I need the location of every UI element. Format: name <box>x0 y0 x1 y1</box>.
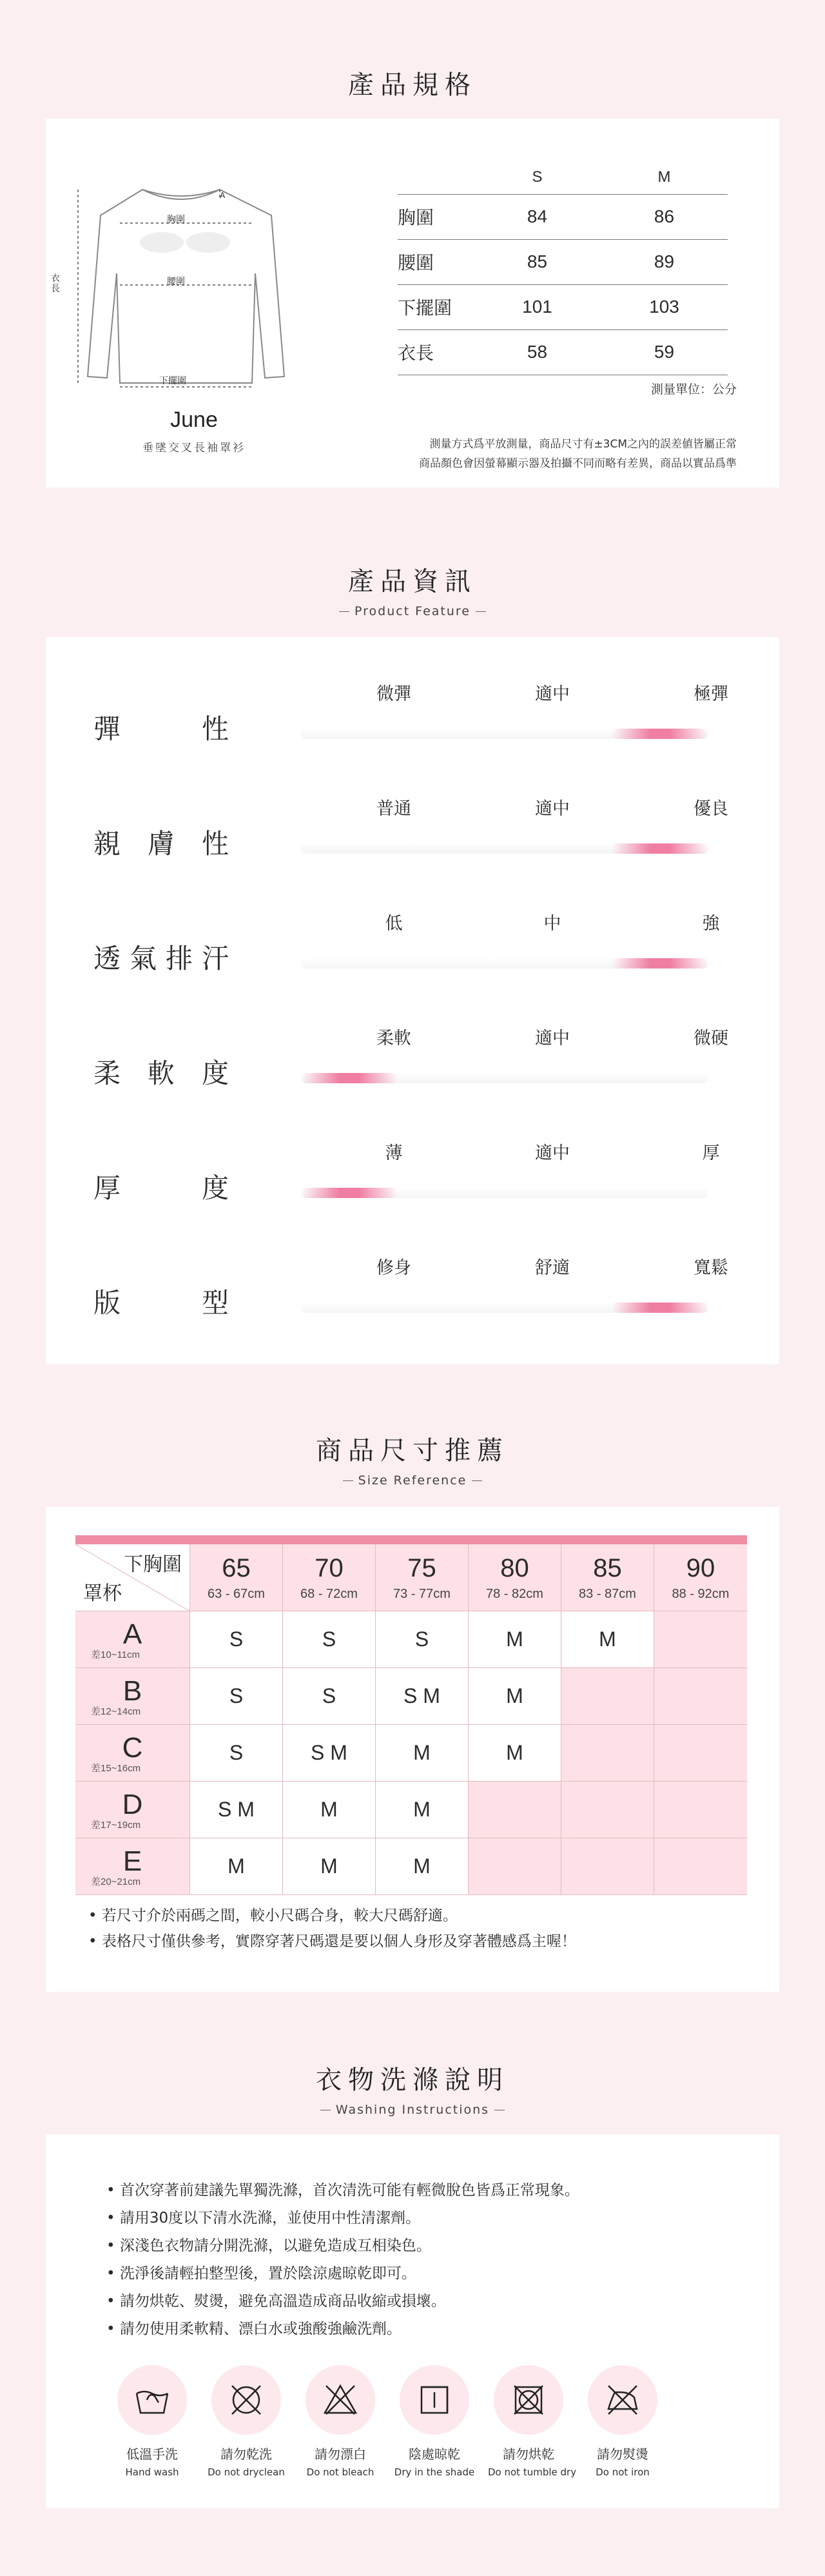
header-cup-label: 罩杯 <box>83 1583 122 1604</box>
size-cell: S M <box>190 1782 283 1838</box>
product-name: June <box>170 408 218 432</box>
hand-wash-icon <box>117 2365 187 2435</box>
feature-level-indicator <box>301 1188 398 1198</box>
spec-col-m: M <box>657 168 671 186</box>
size-band-header: 70 68 - 72cm <box>283 1544 376 1611</box>
spec-row: 胸圍 84 86 <box>398 194 728 239</box>
feature-level-bar <box>301 1188 708 1198</box>
garment-point-a: A <box>220 191 226 200</box>
feature-label: 版 型 <box>93 1287 229 1319</box>
washing-item: • 首次穿著前建議先單獨洗滌，首次清洗可能有輕微脫色皆爲正常現象。 <box>106 2177 579 2205</box>
size-cup-row <box>75 1782 747 1838</box>
feature-label: 厚 度 <box>93 1172 229 1204</box>
unit-note: 測量單位：公分 <box>650 382 737 397</box>
washing-icon-label: 低溫手洗 <box>126 2446 178 2462</box>
feature-level-indicator <box>612 729 708 739</box>
feature-option: 普通 <box>376 799 411 819</box>
size-cell <box>469 1782 561 1838</box>
size-cup-row <box>75 1838 747 1895</box>
header-underbust-label: 下胸圍 <box>124 1554 182 1575</box>
size-cell <box>654 1611 747 1668</box>
size-cell: M <box>469 1725 561 1782</box>
size-band-header: 85 83 - 87cm <box>561 1544 654 1611</box>
feature-label: 彈 性 <box>93 713 229 745</box>
washing-icon-label: 陰處晾乾 <box>409 2446 460 2462</box>
washing-icon-label: 請勿漂白 <box>315 2446 366 2462</box>
washing-item: • 深淺色衣物請分開洗滌，以避免造成互相染色。 <box>106 2232 579 2260</box>
size-band-header: 75 73 - 77cm <box>376 1544 469 1611</box>
product-subtitle: 垂墜交叉長袖罩衫 <box>142 442 246 455</box>
spec-table <box>398 161 728 375</box>
feature-level-bar <box>301 1073 708 1083</box>
garment-label-hem: 下擺圍 <box>159 376 186 386</box>
no-dryclean-icon <box>211 2365 281 2435</box>
size-cell: S <box>190 1725 283 1782</box>
washing-icon-item <box>394 2365 475 2478</box>
size-corner-cell <box>75 1544 190 1611</box>
measure-note: 測量方式爲平放測量，商品尺寸有±3CM之內的誤差値皆屬正常 商品顏色會因螢幕顯示器及拍攝不同而略有差異，商品以實品爲準 <box>419 438 737 470</box>
size-cell: M <box>376 1782 469 1838</box>
size-cell: S M <box>376 1668 469 1725</box>
washing-item: • 洗淨後請輕拍整型後，置於陰涼處晾乾即可。 <box>106 2260 579 2288</box>
feature-option: 厚 <box>702 1143 720 1163</box>
size-section-title: 商品尺寸推薦 Size Reference <box>0 1430 825 1488</box>
feature-level-bar <box>301 958 708 968</box>
washing-icon-item <box>582 2365 663 2478</box>
size-cup-label: E 差20~21cm <box>75 1838 190 1895</box>
feature-level-bar <box>301 729 708 739</box>
size-cell: M <box>283 1838 376 1895</box>
washing-icon-label-en: Do not iron <box>596 2466 650 2478</box>
feature-level-indicator <box>612 1303 708 1313</box>
size-cup-label: D 差17~19cm <box>75 1782 190 1838</box>
feature-card <box>46 637 779 1364</box>
size-cell <box>654 1725 747 1782</box>
washing-icon-label: 請勿烘乾 <box>503 2446 554 2462</box>
size-cell: M <box>376 1725 469 1782</box>
garment-label-waist: 腰圍 <box>167 277 185 287</box>
no-iron-icon <box>588 2365 657 2435</box>
size-cell <box>561 1668 654 1725</box>
no-tumble-dry-icon <box>494 2365 563 2435</box>
feature-section-title: 產品資訊 Product Feature <box>0 561 825 618</box>
size-cell <box>469 1838 561 1895</box>
washing-icon-item <box>488 2365 577 2478</box>
size-cell: S <box>283 1611 376 1668</box>
feature-option: 微彈 <box>376 684 411 704</box>
feature-row <box>46 867 779 981</box>
feature-option: 修身 <box>376 1258 411 1278</box>
size-cup-row <box>75 1668 747 1725</box>
size-notes <box>88 1903 576 1954</box>
size-note: • 表格尺寸僅供參考，實際穿著尺碼還是要以個人身形及穿著體感爲主喔！ <box>88 1929 576 1954</box>
feature-row <box>46 1096 779 1211</box>
spec-col-s: S <box>532 168 543 186</box>
washing-item: • 請用30度以下清水洗滌，並使用中性清潔劑。 <box>106 2205 579 2232</box>
size-cup-row <box>75 1611 747 1668</box>
washing-icon-label-en: Do not tumble dry <box>488 2466 577 2478</box>
washing-icon-label: 請勿熨燙 <box>597 2446 648 2462</box>
feature-level-bar <box>301 843 708 854</box>
feature-option: 寬鬆 <box>694 1258 728 1278</box>
garment-label-length: 衣長 <box>51 273 60 294</box>
size-note: • 若尺寸介於兩碼之間，較小尺碼合身，較大尺碼舒適。 <box>88 1903 576 1929</box>
size-cell: M <box>283 1782 376 1838</box>
size-cell <box>561 1782 654 1838</box>
washing-icon-label-en: Do not dryclean <box>208 2466 285 2478</box>
feature-option: 柔軟 <box>376 1028 411 1048</box>
dry-shade-icon <box>400 2365 469 2435</box>
washing-item: • 請勿使用柔軟精、漂白水或強酸強鹼洗劑。 <box>106 2315 579 2343</box>
no-bleach-icon <box>306 2365 375 2435</box>
feature-option: 微硬 <box>694 1028 728 1048</box>
feature-option: 適中 <box>535 684 570 704</box>
size-band-header: 80 78 - 82cm <box>469 1544 561 1611</box>
feature-level-indicator <box>301 1073 398 1083</box>
spec-row: 下擺圍 101 103 <box>398 284 728 329</box>
feature-level-bar <box>301 1303 708 1313</box>
feature-level-indicator <box>612 843 708 854</box>
feature-option: 適中 <box>535 799 570 819</box>
feature-option: 低 <box>385 914 403 934</box>
size-cell: S <box>376 1611 469 1668</box>
size-cell: M <box>190 1838 283 1895</box>
feature-row <box>46 752 779 867</box>
washing-icon-label-en: Hand wash <box>125 2466 179 2478</box>
size-cup-label: A 差10~11cm <box>75 1611 190 1668</box>
feature-label: 柔 軟 度 <box>93 1057 229 1089</box>
spec-section-title: 產品規格 <box>348 70 477 100</box>
spec-card <box>46 119 779 487</box>
size-band-header: 90 88 - 92cm <box>654 1544 747 1611</box>
size-cell: S <box>190 1668 283 1725</box>
feature-option: 中 <box>543 914 561 934</box>
size-cell <box>561 1838 654 1895</box>
feature-option: 極彈 <box>694 684 728 704</box>
washing-section-title: 衣物洗滌說明 Washing Instructions <box>0 2060 825 2117</box>
feature-label: 透 氣 排 汗 <box>93 943 229 974</box>
size-cell: M <box>469 1611 561 1668</box>
size-cell: M <box>376 1838 469 1895</box>
feature-option: 適中 <box>535 1028 570 1048</box>
washing-icon-label-en: Do not bleach <box>306 2466 374 2478</box>
size-grid <box>75 1535 747 1895</box>
feature-row <box>46 981 779 1096</box>
size-cell <box>654 1838 747 1895</box>
spec-row: 腰圍 85 89 <box>398 239 728 284</box>
size-cup-label: C 差15~16cm <box>75 1725 190 1782</box>
size-header-row <box>75 1544 747 1611</box>
washing-card <box>46 2134 779 2508</box>
feature-option: 適中 <box>535 1143 570 1163</box>
size-cell <box>654 1782 747 1838</box>
feature-option: 舒適 <box>535 1258 570 1278</box>
size-cup-label: B 差12~14cm <box>75 1668 190 1725</box>
feature-row <box>46 1211 779 1326</box>
feature-option: 薄 <box>385 1143 403 1163</box>
feature-level-indicator <box>612 958 708 968</box>
feature-option: 強 <box>702 914 720 934</box>
spec-row: 衣長 58 59 <box>398 329 728 375</box>
washing-list <box>106 2177 579 2343</box>
feature-row <box>46 637 779 752</box>
size-band-header: 65 63 - 67cm <box>190 1544 283 1611</box>
size-cell: S M <box>283 1725 376 1782</box>
size-cell <box>561 1725 654 1782</box>
size-cell <box>654 1668 747 1725</box>
garment-label-chest: 胸圍 <box>167 215 185 225</box>
washing-icon-label: 請勿乾洗 <box>220 2446 272 2462</box>
size-cell: M <box>561 1611 654 1668</box>
feature-label: 親 膚 性 <box>93 828 229 860</box>
size-cell: S <box>283 1668 376 1725</box>
washing-icon-item <box>112 2365 193 2478</box>
feature-option: 優良 <box>694 799 728 819</box>
washing-item: • 請勿烘乾、熨燙，避免高溫造成商品收縮或損壞。 <box>106 2288 579 2315</box>
washing-icon-label-en: Dry in the shade <box>394 2466 475 2478</box>
size-card <box>46 1507 779 1992</box>
size-cell: S <box>190 1611 283 1668</box>
size-cup-row <box>75 1725 747 1782</box>
washing-icon-item <box>300 2365 381 2478</box>
washing-icons <box>112 2365 730 2494</box>
size-cell: M <box>469 1668 561 1725</box>
washing-icon-item <box>206 2365 287 2478</box>
